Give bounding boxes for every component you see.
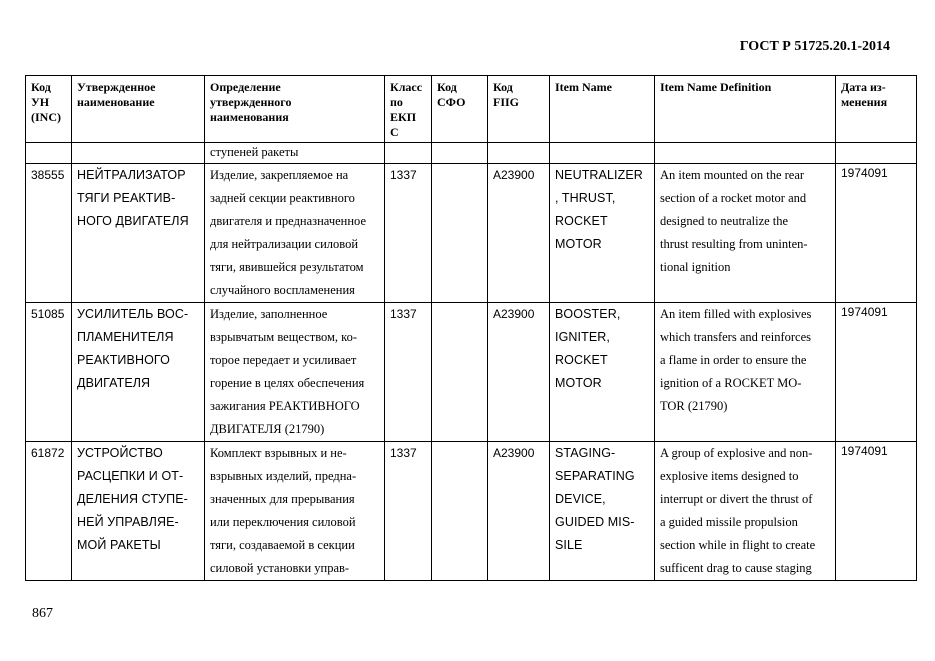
column-header-line: Item Name Definition <box>660 80 772 94</box>
column-header-line: утвержденного <box>210 95 292 109</box>
column-header-line: Утвержденное <box>77 80 156 94</box>
column-header-item-name <box>550 76 655 143</box>
cell-item-name <box>550 164 655 303</box>
cell-line: УСИЛИТЕЛЬ ВОС- <box>77 307 189 321</box>
column-header-line: (INC) <box>31 110 61 124</box>
cell-line: ignition of a ROCKET MO- <box>660 376 802 390</box>
cell-line: A group of explosive and non- <box>660 446 813 460</box>
cell-line: MOTOR <box>555 237 602 251</box>
cell-line: значенных для прерывания <box>210 492 355 506</box>
cell-item-definition <box>655 442 836 581</box>
cell-date: 1974091 <box>836 303 917 442</box>
table-row <box>26 164 917 303</box>
cell-name <box>72 303 205 442</box>
column-header-definition <box>205 76 385 143</box>
standard-header: ГОСТ Р 51725.20.1-2014 <box>739 39 890 54</box>
cell-name <box>72 164 205 303</box>
cell-class: 1337 <box>385 164 432 303</box>
cell-line: или переключения силовой <box>210 515 356 529</box>
cell-line: tional ignition <box>660 260 731 274</box>
column-header-line: Item Name <box>555 80 612 94</box>
column-header-name <box>72 76 205 143</box>
cell-item-definition <box>655 303 836 442</box>
cell-line: STAGING- <box>555 446 616 460</box>
cell-line: двигателя и предназначенное <box>210 214 366 228</box>
column-header-line: Определение <box>210 80 281 94</box>
cell-sfo <box>432 164 488 303</box>
cell-line: GUIDED MIS- <box>555 515 635 529</box>
column-header-line: FIIG <box>493 95 520 109</box>
cell-line: DEVICE, <box>555 492 606 506</box>
cell-sfo <box>432 442 488 581</box>
cell-line: explosive items designed to <box>660 469 799 483</box>
column-header-line: ЕКП <box>390 110 417 124</box>
column-header-line: Код <box>437 80 457 94</box>
cell-line: случайного воспламенения <box>210 283 355 297</box>
cell-line: SILE <box>555 538 583 552</box>
column-header-line: Код <box>493 80 513 94</box>
cell-code: 51085 <box>26 303 72 442</box>
column-header-date <box>836 76 917 143</box>
cell-line: горение в целях обеспечения <box>210 376 365 390</box>
cell-item-name <box>550 442 655 581</box>
column-header-line: СФО <box>437 95 466 109</box>
cell-line: sufficent drag to cause staging <box>660 561 812 575</box>
column-header-line: наименование <box>77 95 155 109</box>
column-header-line: Код <box>31 80 51 94</box>
cell-line: Комплект взрывных и не- <box>210 446 347 460</box>
cell-line: designed to neutralize the <box>660 214 789 228</box>
column-header-line: Класс <box>390 80 423 94</box>
cell-line: ДЕЛЕНИЯ СТУПЕ- <box>77 492 188 506</box>
cell-line: , THRUST, <box>555 191 616 205</box>
cell-line: для нейтрализации силовой <box>210 237 359 251</box>
cell-line: TOR (21790) <box>660 399 728 413</box>
column-header-line: Дата из- <box>841 80 886 94</box>
cell-line: BOOSTER, <box>555 307 621 321</box>
cell-line: УСТРОЙСТВО <box>77 446 163 460</box>
column-header-fiig <box>488 76 550 143</box>
cell-line: зажигания РЕАКТИВНОГО <box>210 399 360 413</box>
cell-line: a guided missile propulsion <box>660 515 798 529</box>
page-number: 867 <box>32 606 53 621</box>
cell-code: 38555 <box>26 164 72 303</box>
continuation-row <box>26 143 917 164</box>
column-header-line: УН <box>31 95 50 109</box>
cell-item-definition <box>655 164 836 303</box>
cell-line: Изделие, закрепляемое на <box>210 168 349 182</box>
cell-item-name <box>550 303 655 442</box>
cell-fiig: A23900 <box>488 442 550 581</box>
cell-line: which transfers and reinforces <box>660 330 811 344</box>
cell-line: section of a rocket motor and <box>660 191 807 205</box>
cell-line: взрывчатым веществом, ко- <box>210 330 358 344</box>
cell-line: Изделие, заполненное <box>210 307 328 321</box>
cell-line: An item mounted on the rear <box>660 168 805 182</box>
cell-line: тяги, создаваемой в секции <box>210 538 355 552</box>
cell-name <box>72 442 205 581</box>
cell-line: ДВИГАТЕЛЯ <box>77 376 151 390</box>
cell-line: задней секции реактивного <box>210 191 355 205</box>
cell-line: ПЛАМЕНИТЕЛЯ <box>77 330 174 344</box>
column-header-class <box>385 76 432 143</box>
table-row <box>26 442 917 581</box>
cell-line: МОЙ РАКЕТЫ <box>77 538 161 552</box>
cell-line: НЕЙТРАЛИЗАТОР <box>77 168 186 182</box>
standards-table <box>25 75 917 581</box>
cell-code: 61872 <box>26 442 72 581</box>
column-header-line: С <box>390 125 399 139</box>
cell-line: ТЯГИ РЕАКТИВ- <box>77 191 176 205</box>
cell-line: An item filled with explosives <box>660 307 812 321</box>
cell-date: 1974091 <box>836 442 917 581</box>
column-header-code <box>26 76 72 143</box>
cell-class: 1337 <box>385 442 432 581</box>
cell-line: SEPARATING <box>555 469 635 483</box>
cell-definition <box>205 164 385 303</box>
table-header-row <box>26 76 917 143</box>
cell-line: ROCKET <box>555 353 608 367</box>
cell-line: IGNITER, <box>555 330 610 344</box>
cell-definition <box>205 303 385 442</box>
cell-line: НОГО ДВИГАТЕЛЯ <box>77 214 189 228</box>
cell-line: тяги, явившейся результатом <box>210 260 364 274</box>
cell-line: НЕЙ УПРАВЛЯЕ- <box>77 515 179 529</box>
cell-line: interrupt or divert the thrust of <box>660 492 813 506</box>
cell-line: thrust resulting from uninten- <box>660 237 808 251</box>
cell-line: MOTOR <box>555 376 602 390</box>
cell-line: ROCKET <box>555 214 608 228</box>
cell-line: РАСЦЕПКИ И ОТ- <box>77 469 184 483</box>
cell-line: силовой установки управ- <box>210 561 350 575</box>
cell-line: торое передает и усиливает <box>210 353 357 367</box>
table-row <box>26 303 917 442</box>
column-header-sfo <box>432 76 488 143</box>
cell-line: NEUTRALIZER <box>555 168 643 182</box>
cell-definition <box>205 442 385 581</box>
continuation-definition: ступеней ракеты <box>205 143 385 164</box>
cell-line: ДВИГАТЕЛЯ (21790) <box>210 422 325 436</box>
column-header-item-definition <box>655 76 836 143</box>
cell-line: section while in flight to create <box>660 538 816 552</box>
cell-line: a flame in order to ensure the <box>660 353 807 367</box>
cell-class: 1337 <box>385 303 432 442</box>
cell-date: 1974091 <box>836 164 917 303</box>
cell-fiig: A23900 <box>488 164 550 303</box>
column-header-line: наименования <box>210 110 289 124</box>
cell-line: РЕАКТИВНОГО <box>77 353 170 367</box>
cell-line: взрывных изделий, предна- <box>210 469 357 483</box>
cell-fiig: A23900 <box>488 303 550 442</box>
column-header-line: менения <box>841 95 888 109</box>
column-header-line: по <box>390 95 403 109</box>
cell-sfo <box>432 303 488 442</box>
